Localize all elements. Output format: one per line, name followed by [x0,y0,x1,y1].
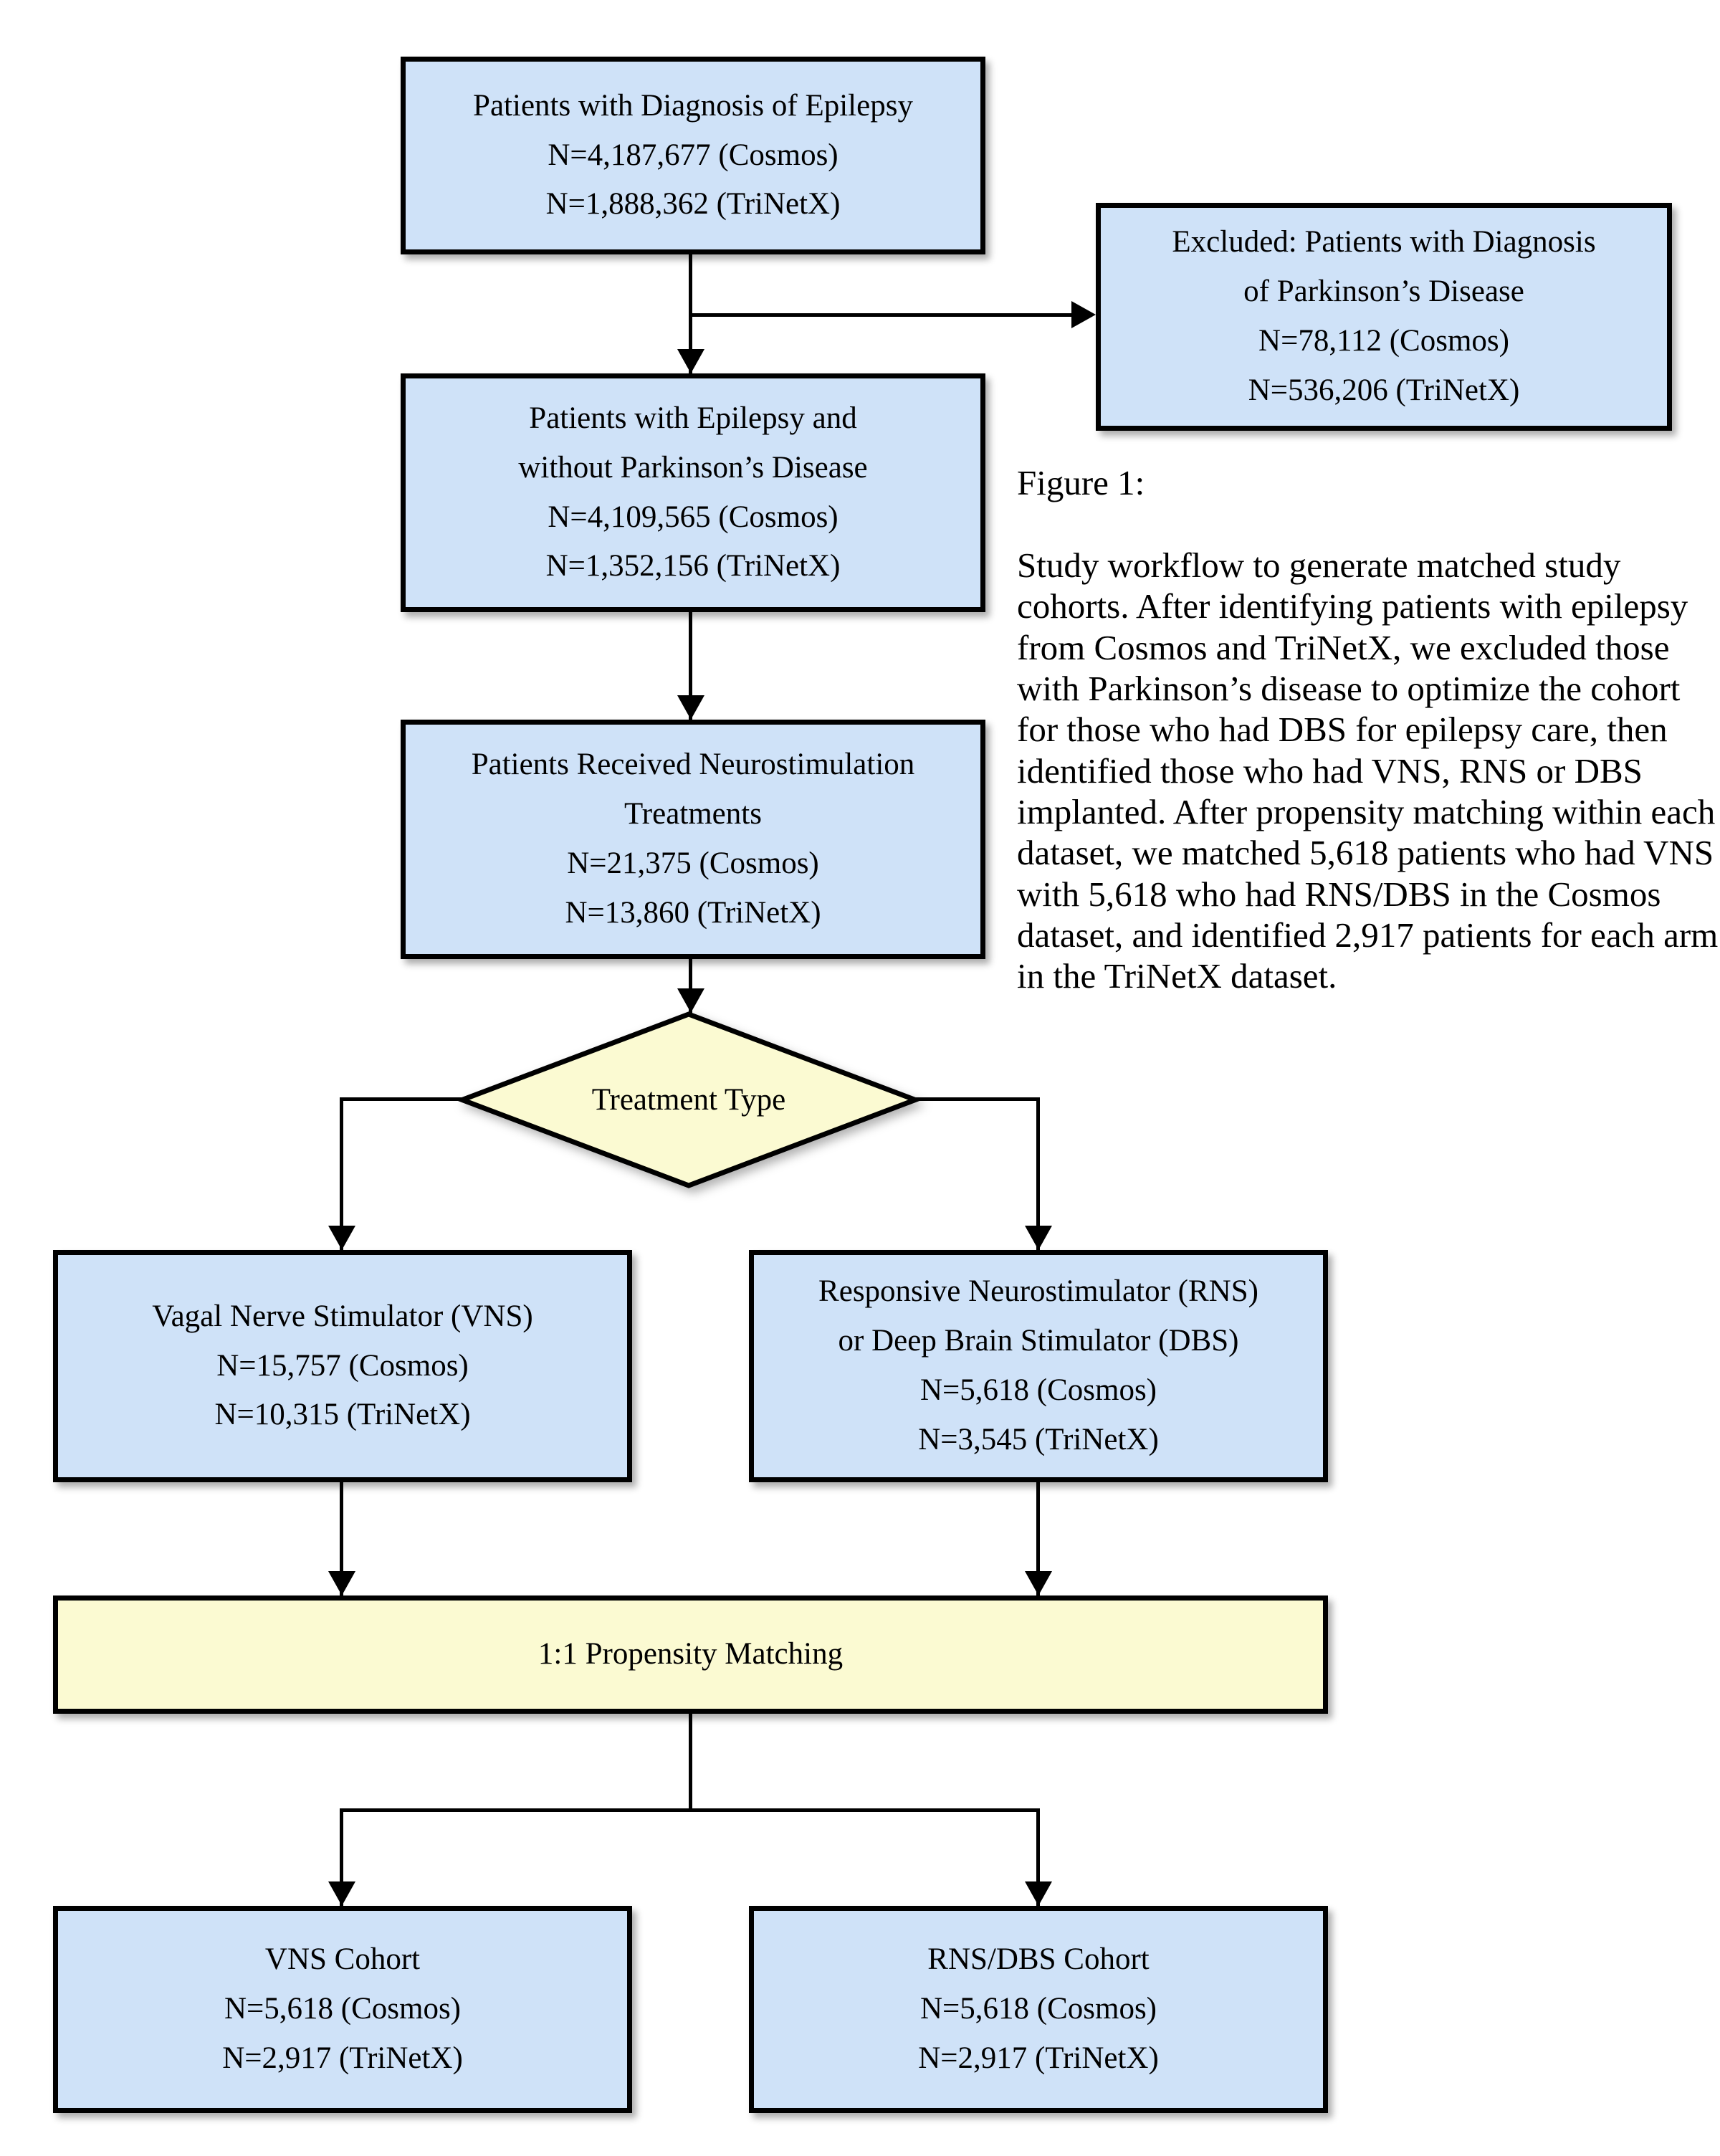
box-rns-dbs-cohort-n-trinetx: N=2,917 (TriNetX) [918,2041,1159,2075]
decision-treatment-type-label: Treatment Type [591,1083,786,1117]
connector-cohort-split-horizontal [340,1808,1040,1812]
arrowhead-into-excluded [1071,301,1096,328]
box-neurostim-n-trinetx: N=13,860 (TriNetX) [565,895,821,930]
box-vns-n-cosmos: N=15,757 (Cosmos) [216,1348,469,1383]
box-neurostim-title-line2: Treatments [624,797,762,831]
box-vns-cohort-title: VNS Cohort [264,1942,421,1977]
box-rns-dbs [749,1250,1328,1482]
box-rns-dbs-cohort [749,1906,1328,2113]
box-no-parkinsons-n-cosmos: N=4,109,565 (Cosmos) [548,500,838,534]
box-epilepsy-n-trinetx: N=1,888,362 (TriNetX) [545,187,841,221]
box-rns-dbs-n-cosmos: N=5,618 (Cosmos) [919,1373,1157,1407]
box-vns-cohort-n-trinetx: N=2,917 (TriNetX) [222,2041,463,2075]
arrowhead-into-decision [677,988,704,1013]
figure-caption-body: Study workflow to generate matched study cohorts. After identifying patients with epilepsy from Cosmos and TriNetX, we excluded those with Parkinson’s disease to optimize the cohort for those who had DBS for epilepsy care, then identified those who had VNS, RNS or DBS implanted. After propensity matching within each dataset, we matched 5,618 patients who had VNS with 5,618 who had RNS/DBS in the Cosmos dataset, and identified 2,917 patients for each arm in the TriNetX dataset. [1017,545,1719,996]
box-vns [53,1250,632,1482]
box-rns-dbs-title-line2: or Deep Brain Stimulator (DBS) [838,1324,1239,1358]
box-epilepsy-diagnosis [401,57,985,254]
box-no-parkinsons-title-line1: Patients with Epilepsy and [529,401,857,435]
arrowhead-into-rns-dbs [1025,1226,1052,1250]
connector-branch-to-excluded [689,313,1076,317]
box-no-parkinsons-title-line2: without Parkinson’s Disease [518,450,868,485]
arrowhead-rns-dbs-into-propensity [1025,1571,1052,1595]
arrowhead-into-rns-dbs-cohort [1025,1881,1052,1906]
arrowhead-into-neurostim [677,695,704,720]
connector-propensity-down [689,1714,692,1812]
box-vns-cohort [53,1906,632,2113]
box-neurostim-title-line1: Patients Received Neurostimulation [471,748,915,782]
box-excluded-n-trinetx: N=536,206 (TriNetX) [1248,373,1520,407]
box-neurostimulation-treatments [401,720,985,959]
box-rns-dbs-n-trinetx: N=3,545 (TriNetX) [918,1422,1159,1456]
box-excluded-n-cosmos: N=78,112 (Cosmos) [1258,324,1509,358]
box-excluded-title-line2: of Parkinson’s Disease [1243,275,1524,309]
figure-caption-title: Figure 1: [1017,463,1145,502]
box-no-parkinsons-n-trinetx: N=1,352,156 (TriNetX) [545,549,841,583]
bar-propensity-matching [53,1595,1328,1714]
box-neurostim-n-cosmos: N=21,375 (Cosmos) [567,846,819,880]
figure-caption [1017,462,1720,997]
box-vns-n-trinetx: N=10,315 (TriNetX) [214,1398,471,1432]
box-epilepsy-title: Patients with Diagnosis of Epilepsy [473,88,913,123]
box-rns-dbs-cohort-title: RNS/DBS Cohort [927,1942,1150,1977]
box-excluded-parkinsons [1096,203,1672,431]
box-excluded-title-line1: Excluded: Patients with Diagnosis [1172,225,1596,259]
connector-decision-left-horizontal [340,1097,462,1101]
box-epilepsy-without-parkinsons [401,373,985,612]
box-vns-cohort-n-cosmos: N=5,618 (Cosmos) [224,1992,462,2026]
decision-treatment-type [458,1011,919,1188]
arrowhead-vns-into-propensity [328,1571,355,1595]
box-rns-dbs-title-line1: Responsive Neurostimulator (RNS) [818,1274,1258,1309]
arrowhead-into-vns [328,1226,355,1250]
bar-propensity-label: 1:1 Propensity Matching [538,1637,844,1671]
arrowhead-into-vns-cohort [328,1881,355,1906]
box-vns-title: Vagal Nerve Stimulator (VNS) [152,1299,533,1333]
arrowhead-into-noparkinsons [677,349,704,373]
box-rns-dbs-cohort-n-cosmos: N=5,618 (Cosmos) [919,1992,1157,2026]
connector-decision-right-horizontal [915,1097,1040,1101]
box-epilepsy-n-cosmos: N=4,187,677 (Cosmos) [548,138,838,172]
